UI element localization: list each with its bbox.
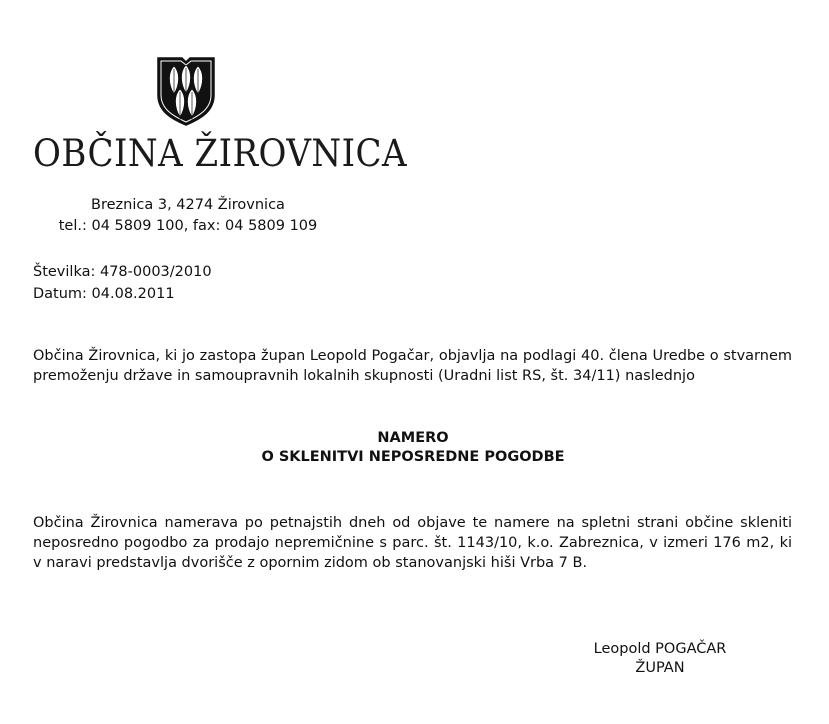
signature-block [575,640,745,678]
main-paragraph: Občina Žirovnica namerava po petnajstih dneh od objave te namere na spletni strani občine skleniti neposredno pogodbo za prodajo nepremičnine s parc. št. 1143/10, k.o. Zabreznica, v izmeri 176 m2, ki v naravi predstavlja dvorišče z opornim zidom ob stanovanjski hiši Vrba 7 B. [33,515,792,571]
title-line-2: O SKLENITVI NEPOSREDNE POGODBE [261,449,565,465]
signatory-title: ŽUPAN [635,660,685,676]
contact-block [48,195,328,237]
title-line-1: NAMERO [377,430,449,446]
document-date: Datum: 04.08.2011 [33,286,175,302]
address-line: Breznica 3, 4274 Žirovnica [91,197,285,213]
coat-of-arms-icon [155,55,217,127]
document-title [0,429,829,467]
contact-line: tel.: 04 5809 100, fax: 04 5809 109 [58,218,318,234]
document-number: Številka: 478-0003/2010 [33,264,212,280]
signatory-name: Leopold POGAČAR [593,641,727,657]
intro-paragraph: Občina Žirovnica, ki jo zastopa župan Leopold Pogačar, objavlja na podlagi 40. člena Uredbe o stvarnem premoženju države in samoupravnih lokalnih skupnosti (Uradni list RS, št. 34/11) naslednjo [33,348,792,384]
municipality-name: OBČINA ŽIROVNICA [33,132,408,175]
reference-block [33,261,212,305]
